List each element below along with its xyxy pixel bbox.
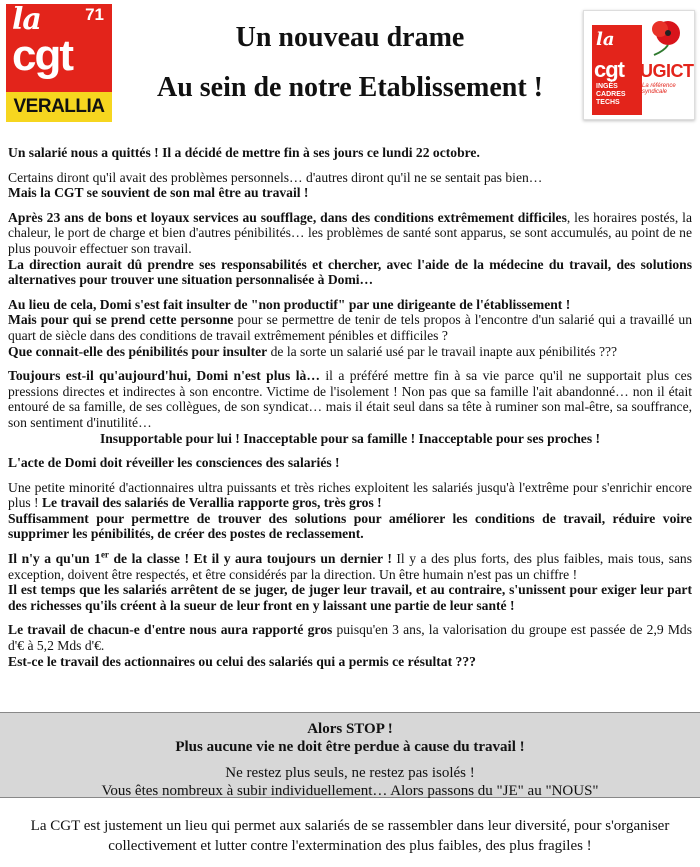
page-title-line1: Un nouveau drame (235, 22, 465, 53)
logo-department-number: 71 (85, 5, 104, 24)
paragraph-text: il a préféré mettre fin à sa vie parce qu'il ne supportait plus ces pressions directes et indirectes à son encontre. Victime de l'isolement ! Non pas que sa famille l'ait abandonné… non il était entouré de sa famille, de ses collègues, de son syndicat… mais il était seul dans sa tête à ruminer son mal-être, sa souffrance, son sentiment d'inutilité… (8, 368, 692, 430)
logo-ugict-text: UGICT (640, 61, 694, 81)
callout-box (0, 712, 700, 798)
article-body (8, 145, 692, 678)
paragraph-text: Au lieu de cela, Domi s'est fait insulter de "non productif" par une dirigeante de l'établissement ! (8, 296, 571, 312)
paragraph-text: de la sorte un salarié usé par le travail inapte aux pénibilités ??? (267, 343, 618, 359)
logo-cgt-text: cgt (12, 31, 72, 80)
paragraph-text: Que connait-elle des pénibilités pour insulter (8, 343, 268, 359)
logo-verallia-text: VERALLIA (6, 92, 112, 122)
callout-line-4: Vous êtes nombreux à subir individuellement… Alors passons du "JE" au "NOUS" (101, 783, 599, 799)
paragraph-text: Mais pour qui se prend cette personne (8, 312, 234, 328)
paragraph-text: Mais la CGT se souvient de son mal être au travail ! (8, 185, 309, 201)
paragraph-8 (8, 551, 692, 613)
paragraph-text: Il n'y a qu'un 1 (8, 551, 101, 567)
paragraph-text: , les horaires postés, la chaleur, le port de charge et bien d'autres pénibilités… les problèmes de santé sont apparus, se sont accumulés, au point de ne plus pouvoir effectuer son travail. (8, 209, 692, 256)
paragraph-text: de la classe ! Et il y aura toujours un dernier ! (108, 551, 392, 567)
cgt-verallia-logo (6, 4, 112, 122)
paragraph-text: La direction aurait dû prendre ses responsabilités et chercher, avec l'aide de la médecine du travail, des solutions alternatives pour trouver une situation personnalisée à Domi… (8, 256, 692, 288)
paragraph-6 (8, 455, 692, 471)
paragraph-text: Est-ce le travail des actionnaires ou celui des salariés qui a permis ce résultat ??? (8, 653, 476, 669)
paragraph-5 (8, 368, 692, 446)
header (0, 0, 700, 128)
logo-la-text: la (12, 4, 41, 37)
paragraph-text: Toujours est-il qu'aujourd'hui, Domi n'est plus là… (8, 368, 320, 384)
paragraph-text: Le travail des salariés de Verallia rapporte gros, très gros ! (41, 495, 382, 511)
paragraph-text: Certains diront qu'il avait des problèmes personnels… d'autres diront qu'il ne se sentait pas bien… (8, 169, 543, 185)
paragraph-text: Il y a des plus forts, des plus faibles, mais tous, sans exception, doivent être respectés, et être considérés par la direction. Un être humain n'est pas un chiffre ! (8, 551, 692, 582)
cgt-ugict-logo (583, 10, 695, 120)
paragraph-3 (8, 210, 692, 288)
paragraph-text: Suffisamment pour permettre de trouver des solutions pour améliorer les conditions de travail, réduire voire supprimer les pénibilités, de créer des postes de reclassement. (8, 510, 692, 542)
paragraph-text: Après 23 ans de bons et loyaux services au soufflage, dans des conditions extrêmement difficiles (8, 209, 567, 225)
footer-text: La CGT est justement un lieu qui permet aux salariés de se rassembler dans leur diversité, pour s'organiser collectivement et lutter contre l'extermination des plus faibles, des plus fragiles ! (30, 818, 670, 854)
paragraph-text: Le travail de chacun-e d'entre nous aura rapporté gros (8, 622, 333, 638)
logo-tagline-text: La référence syndicale (642, 83, 676, 95)
page-title-line2: Au sein de notre Etablissement ! (156, 72, 544, 103)
callout-line-3: Ne restez plus seuls, ne restez pas isolés ! (225, 765, 475, 781)
paragraph-text: Un salarié nous a quittés ! Il a décidé de mettre fin à ses jours ce lundi 22 octobre. (8, 145, 480, 160)
paragraph-7 (8, 480, 692, 542)
logo-right-la-text: la (596, 29, 615, 50)
logo-right-cgt-text: cgt (594, 57, 624, 82)
paragraph-4 (8, 297, 692, 359)
paragraph-text: pour se permettre de tenir de tels propos à l'encontre d'un salarié qui a travaillé un quart de siècle dans des conditions de travail extrêmement pénibles et difficiles ? (8, 312, 692, 343)
callout-line-1: Alors STOP ! (307, 721, 393, 737)
superscript-text: er (100, 549, 109, 560)
paragraph-1 (8, 145, 692, 161)
paragraph-text: Insupportable pour lui ! Inacceptable pour sa famille ! Inacceptable pour ses proches ! (99, 430, 601, 446)
logo-subtitle-text: INGÉS CADRES TECHS (596, 83, 626, 106)
paragraph-text: Il est temps que les salariés arrêtent de se juger, de juger leur travail, et au contraire, s'unissent pour exiger leur part des richesses qu'ils créent à la sueur de leur front en y laissant une partie de leur santé ! (8, 582, 692, 613)
callout-line-2: Plus aucune vie ne doit être perdue à cause du travail ! (175, 739, 525, 755)
paragraph-text: L'acte de Domi doit réveiller les consciences des salariés ! (8, 455, 340, 471)
paragraph-text: Une petite minorité d'actionnaires ultra puissants et très riches exploitent les salariés jusqu'à l'extrême pour s'enrichir encore plus ! (8, 479, 692, 511)
paragraph-2 (8, 170, 692, 201)
paragraph-9 (8, 622, 692, 669)
paragraph-text: puisqu'en 3 ans, la valorisation du groupe est passée de 2,9 Mds d'€ à 5,2 Mds d'€. (8, 622, 692, 654)
